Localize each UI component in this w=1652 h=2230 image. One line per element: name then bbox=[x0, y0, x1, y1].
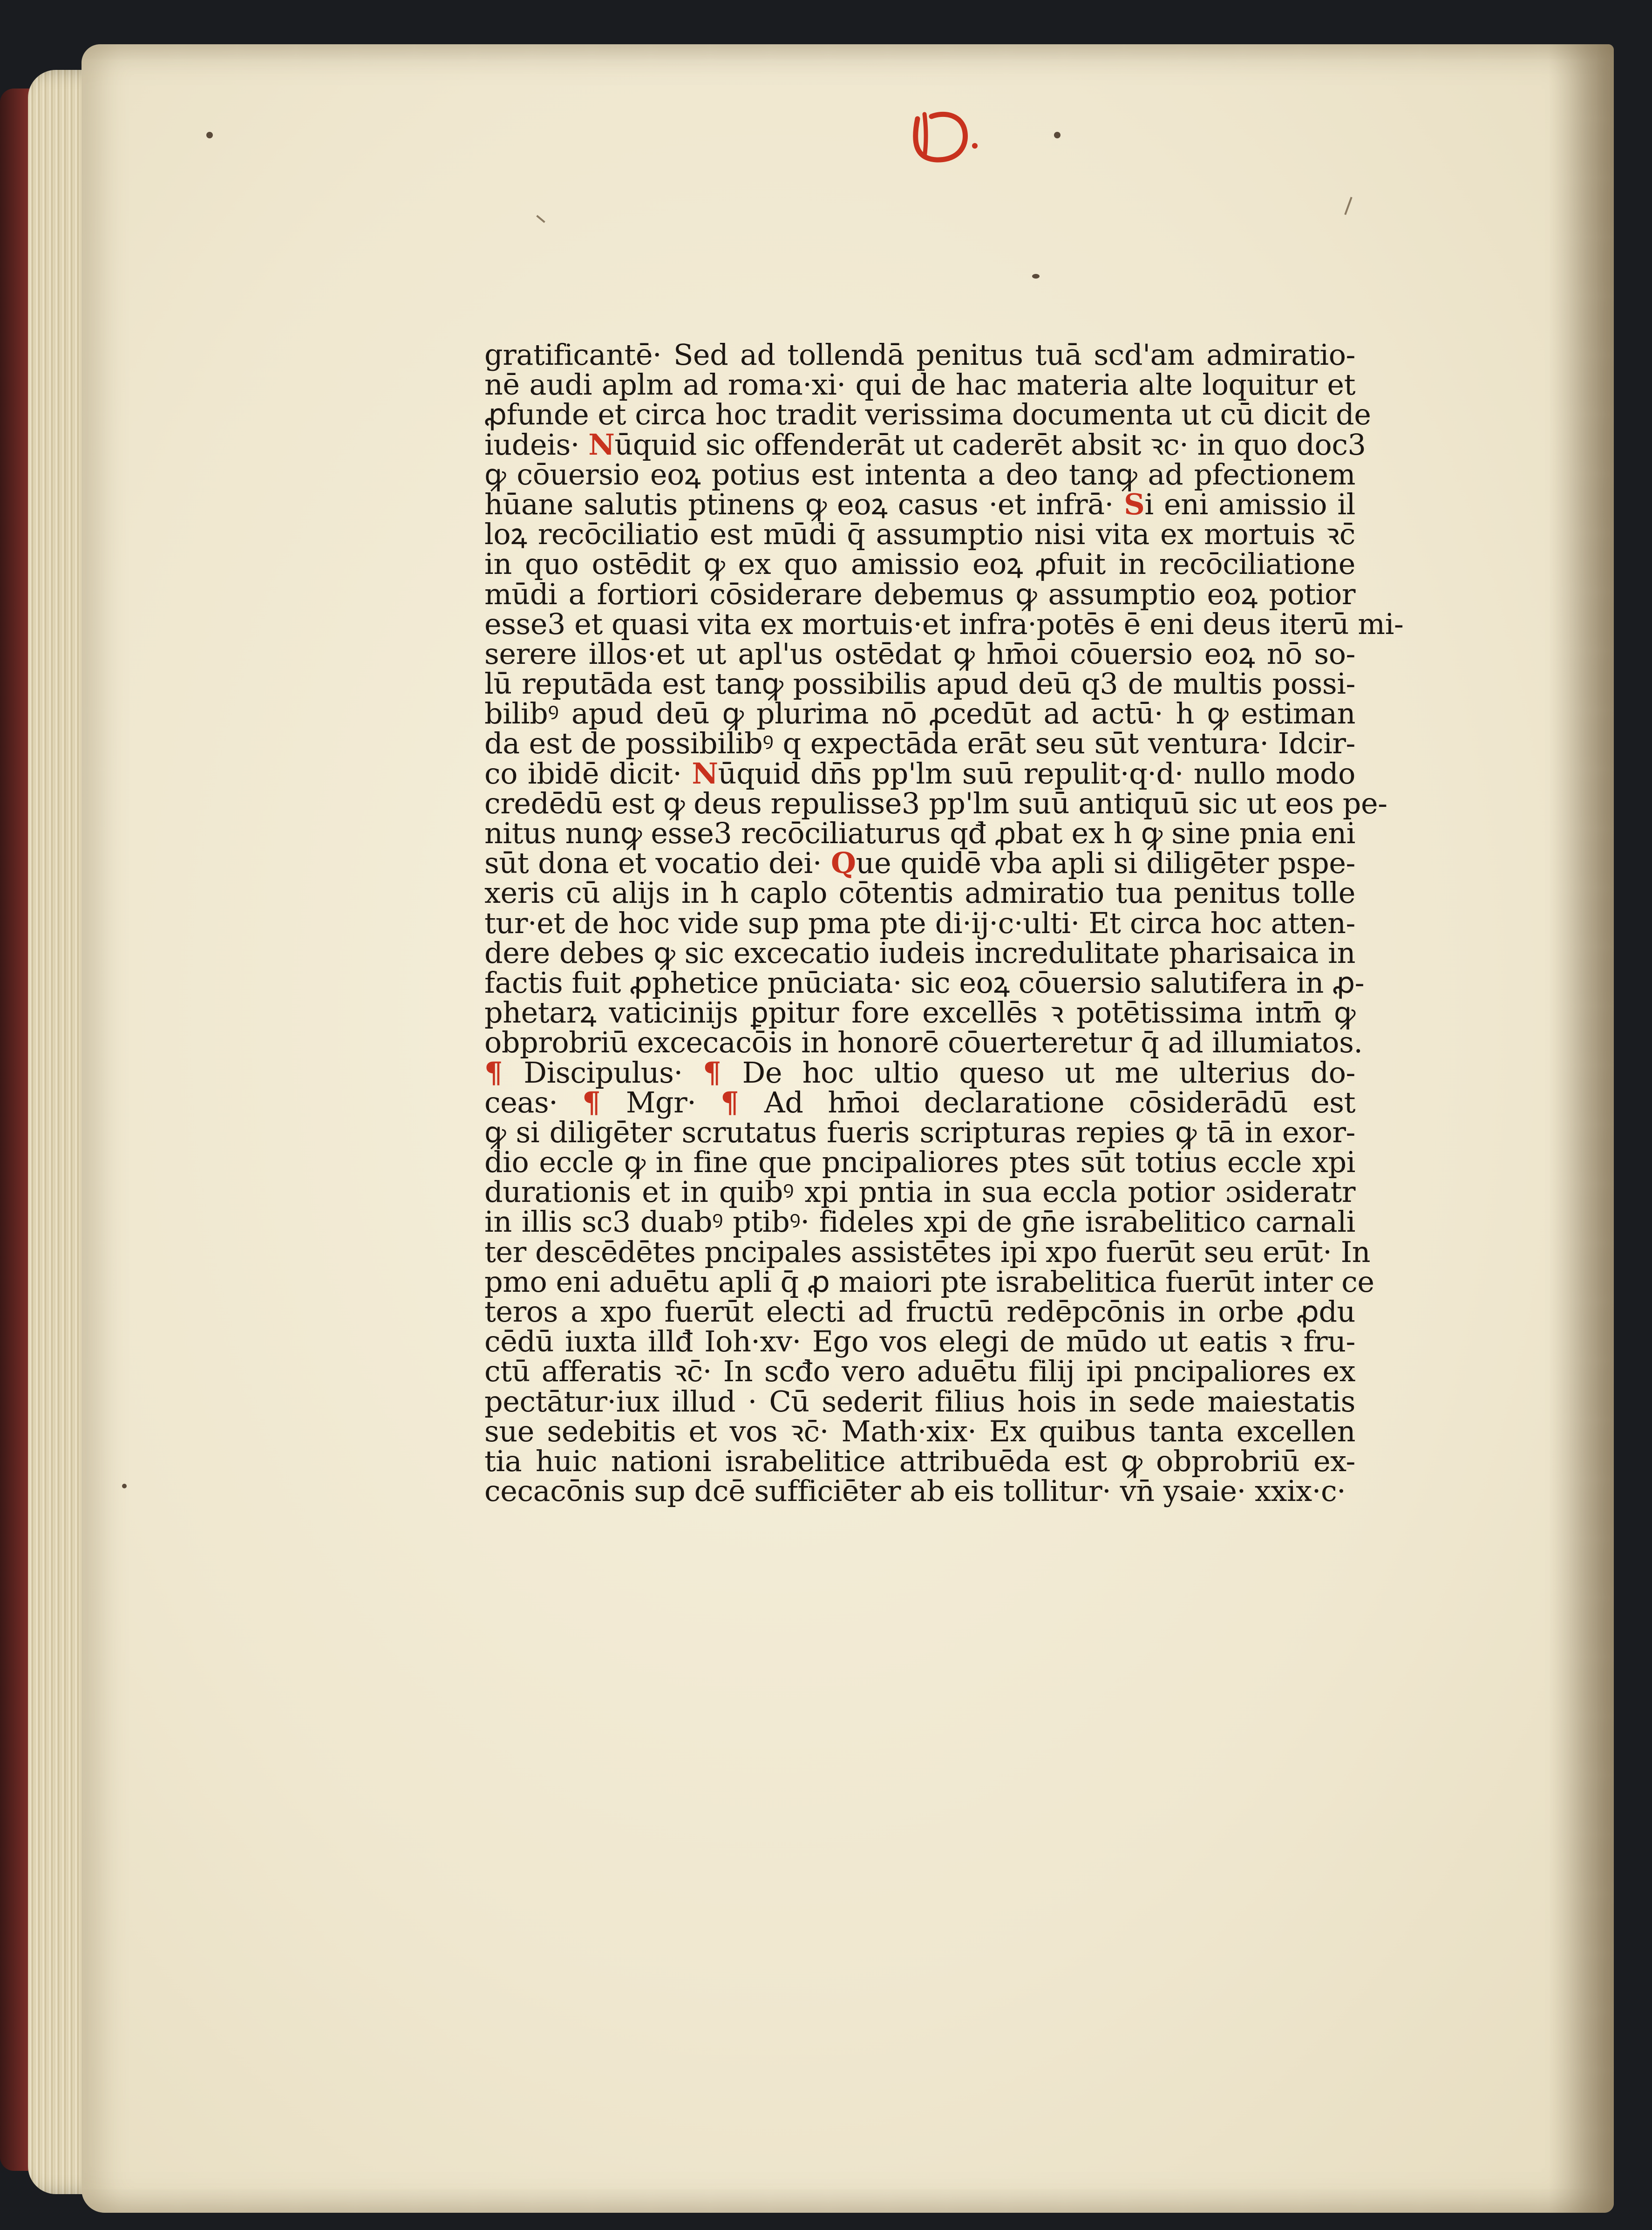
text-line bbox=[484, 1384, 1355, 1418]
text-segment: credēdū est ꝙ deus repulisse3 pp'lm suū antiquū sic ut eos pe- bbox=[484, 786, 1387, 820]
rubricated-initial: ¶ bbox=[703, 1055, 742, 1090]
text-segment: cecacōnis sup dcē sufficiēter ab eis tollitur· vn̄ ysaie· xxix·c· bbox=[484, 1474, 1346, 1508]
text-line bbox=[484, 370, 1355, 400]
text-segment: ꝙ cōuersio eoꝝ potius est intenta a deo tanꝙ ad pfectionem bbox=[484, 457, 1355, 491]
text-segment: sūt dona et vocatio dei· bbox=[484, 846, 831, 880]
text-line bbox=[484, 818, 1355, 848]
text-segment: xeris cū alijs in h caplo cōtentis admiratio tua penitus tolle bbox=[484, 876, 1355, 910]
text-segment: da est de possibilibꝰ q expectāda erāt seu sūt ventura· Idcir- bbox=[484, 726, 1355, 761]
text-segment: pectātur·iux illud · Cū sederit filius hois in sede maiestatis bbox=[484, 1384, 1355, 1418]
text-line bbox=[484, 878, 1355, 908]
text-segment: esse3 et quasi vita ex mortuis·et infra·potēs ē eni deus iterū mi- bbox=[484, 607, 1404, 641]
text-segment: i eni amissio il bbox=[1144, 487, 1355, 521]
text-segment: factis fuit ꝓphetice pnūciata· sic eoꝝ cōuersio salutifera in ꝓ- bbox=[484, 965, 1365, 1000]
text-line bbox=[484, 457, 1355, 491]
text-line bbox=[484, 517, 1355, 552]
text-segment: loꝝ recōciliatio est mūdi q̄ assumptio nisi vita ex mortuis ꝛc̄ bbox=[484, 517, 1355, 552]
page-gutter bbox=[1549, 44, 1614, 2213]
rubricated-initial: ¶ bbox=[484, 1055, 524, 1090]
rubricated-initial: S bbox=[1124, 487, 1145, 521]
text-line bbox=[484, 1446, 1355, 1476]
text-line bbox=[484, 998, 1355, 1028]
text-segment: De hoc ultio queso ut me ulterius do- bbox=[742, 1055, 1356, 1090]
text-segment: teros a xpo fuerūt electi ad fructū redēpcōnis in orbe ꝓdu bbox=[484, 1295, 1355, 1329]
text-line bbox=[484, 848, 1355, 878]
text-segment: iudeis· bbox=[484, 427, 589, 462]
text-segment: dio eccle ꝙ in fine que pncipaliores ptes sūt totius eccle xpi bbox=[484, 1145, 1355, 1180]
text-segment: bilibꝰ apud deū ꝙ plurima nō ꝓcedūt ad actū· h ꝙ estiman bbox=[484, 696, 1355, 731]
text-line bbox=[484, 397, 1371, 432]
text-segment: serere illos·et ut apl'us ostēdat ꝙ hm̄oi cōuersio eoꝝ nō so- bbox=[484, 636, 1355, 671]
text-line bbox=[484, 1324, 1355, 1359]
text-segment: ter descēdētes pncipales assistētes ipi xpo fuerūt seu erūt· In bbox=[484, 1234, 1371, 1269]
text-line bbox=[484, 636, 1355, 671]
margin-dot bbox=[1032, 274, 1040, 279]
text-line bbox=[484, 726, 1355, 761]
text-line bbox=[484, 1414, 1355, 1448]
text-line bbox=[484, 908, 1355, 938]
text-segment: phetarꝝ vaticinijs ꝑpitur fore excellēs ꝛ potētissima intm̄ ꝙ bbox=[484, 996, 1355, 1030]
text-segment: nē audi aplm ad roma·xi· qui de hac materia alte loquitur et bbox=[484, 368, 1355, 402]
text-line bbox=[484, 427, 1366, 462]
text-segment: ꝓfunde et circa hoc tradit verissima documenta ut cū dicit de bbox=[484, 397, 1371, 432]
margin-dot bbox=[122, 1484, 127, 1488]
text-segment: Ad hm̄oi declaratione cōsiderādū est bbox=[764, 1085, 1355, 1119]
text-segment: lū reputāda est tanꝙ possibilis apud deū q3 de multis possi- bbox=[484, 667, 1355, 701]
text-column bbox=[484, 338, 1404, 1508]
text-line bbox=[484, 577, 1355, 611]
text-segment: nitus nunꝙ esse3 recōciliaturus qđ ꝓbat ex h ꝙ sine pnia eni bbox=[484, 816, 1355, 850]
text-line bbox=[484, 696, 1355, 731]
text-segment: dere debes ꝙ sic excecatio iudeis incredulitate pharisaica in bbox=[484, 935, 1355, 970]
text-segment: pmo eni aduētu apli q̄ ꝓ maiori pte israbelitica fuerūt inter ce bbox=[484, 1264, 1374, 1299]
text-segment: in quo ostēdit ꝙ ex quo amissio eoꝝ ꝓfuit in recōciliatione bbox=[484, 547, 1355, 581]
text-line bbox=[484, 669, 1355, 699]
text-line bbox=[484, 487, 1355, 521]
text-segment: ꝙ si diligēter scrutatus fueris scripturas repies ꝙ tā in exor- bbox=[484, 1115, 1355, 1149]
text-line bbox=[484, 756, 1355, 791]
text-line bbox=[484, 1085, 1355, 1119]
text-line bbox=[484, 1476, 1355, 1506]
text-line bbox=[484, 935, 1355, 970]
text-segment: mūdi a fortiori cōsiderare debemus ꝙ assumptio eoꝝ potior bbox=[484, 577, 1355, 611]
text-segment: hūane salutis ptinens ꝙ eoꝝ casus ·et infrā· bbox=[484, 487, 1124, 521]
text-segment: ūquid sic offenderāt ut caderēt absit ꝛc· in quo doc3 bbox=[614, 427, 1366, 462]
text-line bbox=[484, 1234, 1371, 1269]
rubricated-initial: ¶ bbox=[582, 1085, 626, 1119]
text-line bbox=[484, 786, 1387, 820]
text-segment: ctū afferatis ꝛc̄· In scđo vero aduētu filij ipi pncipaliores ex bbox=[484, 1354, 1355, 1389]
margin-dot bbox=[1054, 132, 1061, 138]
text-segment: co ibidē dicit· bbox=[484, 756, 692, 791]
rubricated-initial: N bbox=[588, 427, 615, 462]
text-segment: in illis sc3 duabꝰ ptibꝰ· fideles xpi de gn̄e israbelitico carnali bbox=[484, 1205, 1355, 1239]
text-segment: ue quidē vba apli si diligēter pspe- bbox=[856, 846, 1356, 880]
text-line bbox=[484, 1025, 1363, 1060]
text-line bbox=[484, 1297, 1355, 1327]
text-segment: cēdū iuxta illđ Ioh·xv· Ego vos elegi de mūdo ut eatis ꝛ fru- bbox=[484, 1324, 1355, 1359]
text-line bbox=[484, 1207, 1355, 1237]
text-line bbox=[484, 607, 1404, 641]
text-segment: ūquid dn̄s pp'lm suū repulit·q·d· nullo modo bbox=[718, 756, 1355, 791]
text-line bbox=[484, 1145, 1355, 1180]
text-line bbox=[484, 1264, 1374, 1299]
text-segment: sue sedebitis et vos ꝛc̄· Math·xix· Ex quibus tanta excellen bbox=[484, 1414, 1355, 1448]
rubricated-initial: N bbox=[692, 756, 718, 791]
text-segment: Discipulus· bbox=[523, 1055, 703, 1090]
text-segment: obprobriū excecacōis in honorē cōuerteretur q̄ ad illumiatos. bbox=[484, 1025, 1363, 1060]
text-line bbox=[484, 1055, 1356, 1090]
text-segment: tia huic nationi israbelitice attribuēda est ꝙ obprobriū ex- bbox=[484, 1444, 1355, 1478]
margin-dot bbox=[206, 132, 213, 138]
text-line bbox=[484, 340, 1355, 370]
text-segment: Mgr· bbox=[625, 1085, 721, 1119]
text-line bbox=[484, 1177, 1355, 1207]
text-line bbox=[484, 1354, 1355, 1389]
rubricated-initial: ¶ bbox=[721, 1085, 764, 1119]
text-line bbox=[484, 965, 1365, 1000]
text-segment: tur·et de hoc vide sup pma pte di·ij·c·ulti· Et circa hoc atten- bbox=[484, 906, 1355, 940]
rubricated-initial: Q bbox=[831, 846, 856, 880]
text-line bbox=[484, 549, 1355, 579]
text-line bbox=[484, 1115, 1355, 1149]
text-segment: gratificantē· Sed ad tollendā penitus tuā scd'am admiratio- bbox=[484, 338, 1355, 372]
signature-mark-rubric bbox=[899, 100, 980, 170]
text-segment: ceas· bbox=[484, 1085, 583, 1119]
text-segment: durationis et in quibꝰ xpi pntia in sua eccla potior ɔsideratr bbox=[484, 1175, 1355, 1209]
